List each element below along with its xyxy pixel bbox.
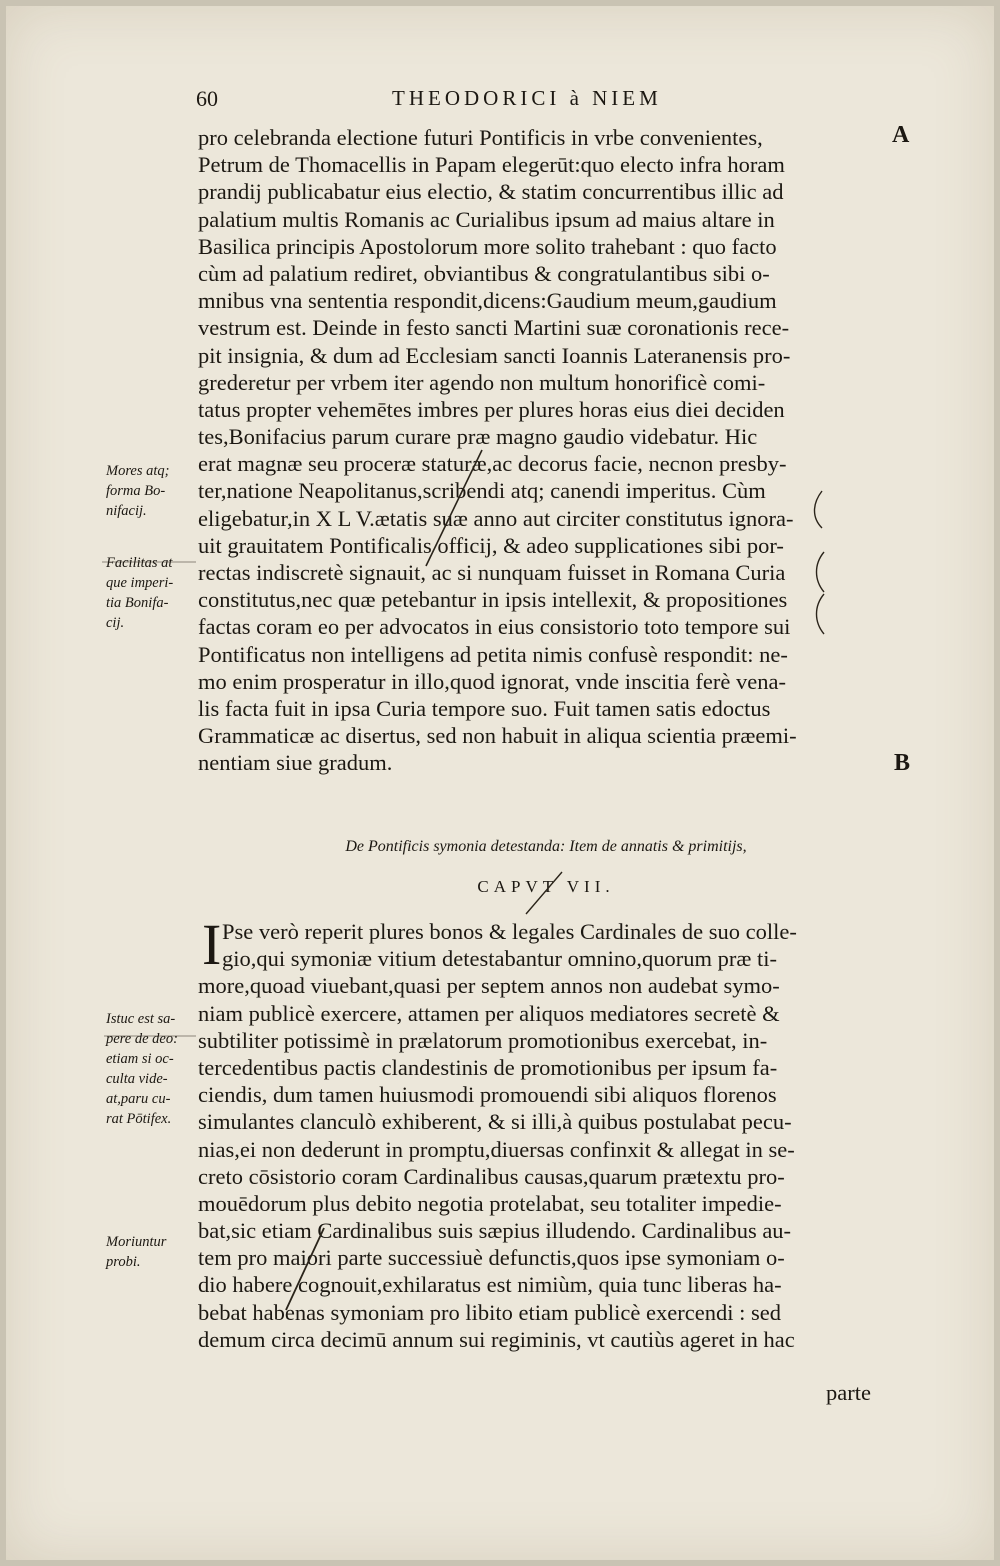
text-line: rectas indiscretè signauit, ac si nunquam fuisset in Romana Curia	[198, 560, 786, 585]
running-title: THEODORICI à NIEM	[392, 86, 662, 110]
text-line: tercedentibus pactis clandestinis de promotionibus per ipsum fa-	[198, 1054, 778, 1080]
text-line: Petrum de Thomacellis in Papam elegerūt:quo electo infra horam	[198, 152, 785, 178]
margin-letter-b: B	[894, 750, 911, 776]
text-line: prandij publicabatur eius electio, & statim concurrentibus illic ad	[198, 179, 784, 205]
text-line: pit insignia, & dum ad Ecclesiam sancti Ioannis Lateranensis pro-	[198, 342, 791, 368]
marginal-note: Istuc est sa- pere de deo: etiam si oc- culta vide- at,paru cu- rat Pōtifex.	[106, 1011, 178, 1127]
paragraph-two	[198, 912, 893, 1353]
chapter-title: De Pontificis symonia detestanda: Item de annatis & primitijs,	[345, 838, 747, 855]
text-line: mo enim prosperatur in illo,quod ignorat, vnde inscitia ferè vena-	[198, 668, 786, 694]
page-number: 60	[196, 86, 218, 111]
text-line: lis facta fuit in ipsa Curia tempore suo. Fuit tamen satis edoctus	[198, 695, 771, 721]
text-line: eligebatur,in X L V.ætatis suæ anno aut circiter constitutus ignora-	[198, 505, 794, 531]
text-line: demum circa decimū annum sui regiminis, vt cautiùs ageret in hac	[198, 1326, 795, 1352]
text-line: constitutus,nec quæ petebantur in ipsis intellexit, & propositiones	[198, 587, 788, 613]
text-line: ter,natione Neapolitanus,scribendi atq; canendi imperitus. Cùm	[198, 478, 766, 504]
text-line: bat,sic etiam Cardinalibus suis sæpius illudendo. Cardinalibus au-	[198, 1218, 792, 1244]
text-line: gio,qui symoniæ vitium detestabantur omnino,quorum præ ti-	[222, 946, 777, 972]
text-line: nias,ei non dederunt in promptu,diuersas confinxit & allegat in se-	[198, 1136, 795, 1162]
text-line: simulantes clanculò exhiberent, & si illi,à quibus postulabat pecu-	[198, 1109, 792, 1135]
text-line: more,quoad viuebant,quasi per septem annos non audebat symo-	[198, 973, 780, 999]
text-line: subtiliter potissimè in prælatorum promotionibus exercebat, in-	[198, 1027, 768, 1053]
margin-letter-a: A	[892, 122, 910, 148]
paragraph-one	[198, 124, 893, 777]
text-line: uit grauitatem Pontificalis officij, & adeo supplicationes sibi por-	[198, 532, 784, 558]
catchword: parte	[826, 1380, 871, 1405]
text-line: erat magnæ seu proceræ staturæ,ac decorus facie, necnon presby-	[198, 451, 787, 477]
text-line: dio habere cognouit,exhilaratus est nimiùm, quia tunc liberas ha-	[198, 1272, 782, 1298]
text-line: cùm ad palatium rediret, obviantibus & congratulantibus sibi o-	[198, 260, 770, 286]
text-line: tatus propter vehemētes imbres per plures horas eius diei deciden	[198, 396, 785, 422]
text-line: pro celebranda electione futuri Pontificis in vrbe convenientes,	[198, 125, 763, 150]
text-line: ciendis, dum tamen huiusmodi promouendi sibi aliquos florenos	[198, 1082, 777, 1108]
text-line: nentiam siue gradum.	[198, 750, 393, 776]
marginal-note: Facilitas at que imperi- tia Bonifa- cij.	[106, 555, 174, 631]
text-line: palatium multis Romanis ac Curialibus ipsum ad maius altare in	[198, 206, 775, 232]
text-line: tes,Bonifacius parum curare præ magno gaudio videbatur. Hic	[198, 424, 758, 450]
text-line: grederetur per vrbem iter agendo non multum honorificè comi-	[198, 369, 766, 395]
text-line: factas coram eo per advocatos in eius consistorio toto tempore sui	[198, 614, 791, 640]
text-line: mnibus vna sententia respondit,dicens:Gaudium meum,gaudium	[198, 288, 777, 314]
marginal-note: Moriuntur probi.	[106, 1234, 167, 1270]
text-line: niam publicè exercere, attamen per aliquos mediatores secretè &	[198, 1000, 780, 1026]
text-line: Grammaticæ ac disertus, sed non habuit in aliqua scientia præemi-	[198, 723, 797, 749]
drop-cap: I	[202, 912, 222, 977]
text-line: Pontificatus non intelligens ad petita nimis confusè respondit: ne-	[198, 641, 788, 667]
text-line: bebat habenas symoniam pro libito etiam publicè exercendi : sed	[198, 1299, 781, 1325]
text-line: mouēdorum plus debito negotia protelabat, seu totaliter impedie-	[198, 1190, 782, 1216]
text-line: creto cōsistorio coram Cardinalibus causas,quarum prætextu pro-	[198, 1163, 785, 1189]
text-line: Pse verò reperit plures bonos & legales Cardinales de suo colle-	[222, 919, 797, 944]
page-header	[196, 86, 896, 118]
text-line: vestrum est. Deinde in festo sancti Martini suæ coronationis rece-	[198, 315, 790, 341]
marginal-note: Mores atq; forma Bo- nifacij.	[106, 463, 170, 519]
book-page	[6, 6, 994, 1560]
text-line: tem pro maiori parte successiuè defunctis,quos ipse symoniam o-	[198, 1245, 785, 1271]
text-line: Basilica principis Apostolorum more solito trahebant : quo facto	[198, 233, 777, 259]
chapter-heading: CAPVT VII.	[477, 877, 615, 896]
